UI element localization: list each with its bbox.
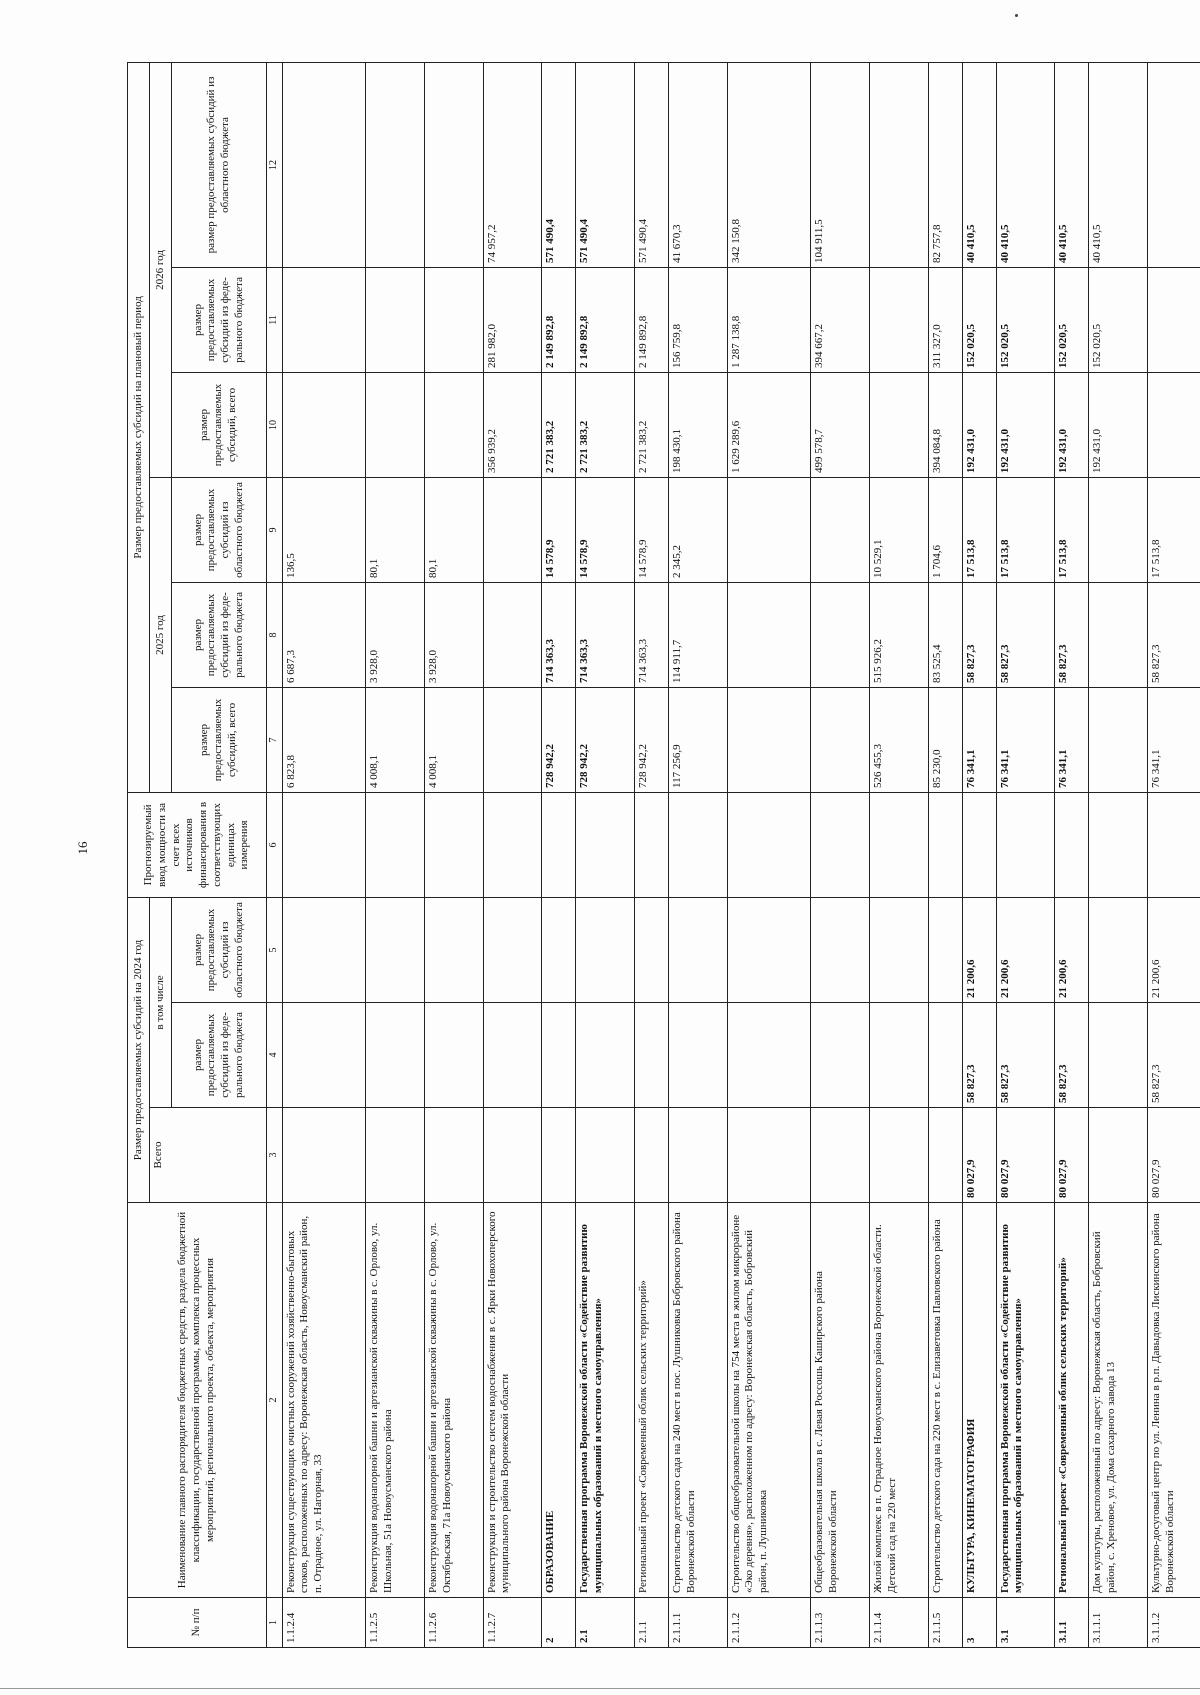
- row-value: 571 490,4: [635, 62, 669, 267]
- row-value: 2 721 383,2: [576, 372, 635, 477]
- header-2025-reg: размер предоставляемых субсидий из областного бюджета: [172, 477, 267, 582]
- row-value: [424, 62, 483, 267]
- row-value: 14 578,9: [542, 477, 576, 582]
- row-value: [811, 687, 870, 792]
- row-value: [635, 897, 669, 1002]
- table-row: [727, 62, 811, 1647]
- table-row: [635, 62, 669, 1647]
- column-number: 6: [267, 792, 283, 897]
- row-number: 3.1: [996, 1598, 1055, 1648]
- row-value: 152 020,5: [962, 267, 996, 372]
- column-number: 9: [267, 477, 283, 582]
- row-value: [668, 792, 727, 897]
- row-value: 14 578,9: [635, 477, 669, 582]
- table-row: [366, 62, 425, 1647]
- row-name: Реконструкция водонапорной башни и артезианской скважины в с. Орлово, ул. Школьная, 51а Новоусманского района: [366, 1203, 425, 1598]
- row-value: 342 150,8: [727, 62, 811, 267]
- row-name: Реконструкция водонапорной башни и артезианской скважины в с. Орлово, ул. Октябрьская, 71а Новоусманского района: [424, 1203, 483, 1598]
- row-number: 2: [542, 1598, 576, 1648]
- row-value: 714 363,3: [576, 582, 635, 687]
- row-value: [366, 62, 425, 267]
- header-2026-reg: размер предоставляемых субсидий из областного бюджета: [172, 62, 267, 267]
- row-value: [282, 62, 366, 267]
- header-total: Всего: [150, 1108, 267, 1203]
- column-number: 3: [267, 1108, 283, 1203]
- row-value: [1055, 792, 1089, 897]
- table-row: [1089, 62, 1148, 1647]
- row-value: 394 084,8: [928, 372, 962, 477]
- row-value: 152 020,5: [996, 267, 1055, 372]
- table-header: [128, 62, 283, 1647]
- row-value: 21 200,6: [996, 897, 1055, 1002]
- row-value: [483, 582, 542, 687]
- row-value: 40 410,5: [962, 62, 996, 267]
- row-value: 3 928,0: [366, 582, 425, 687]
- row-value: 156 759,8: [668, 267, 727, 372]
- table-row: [668, 62, 727, 1647]
- header-num: № п/п: [128, 1598, 267, 1648]
- row-name: Региональный проект «Современный облик сельских территорий»: [1055, 1203, 1089, 1598]
- row-value: [366, 897, 425, 1002]
- row-value: 152 020,5: [1089, 267, 1148, 372]
- row-value: [870, 267, 929, 372]
- row-value: [366, 1108, 425, 1203]
- row-value: 136,5: [282, 477, 366, 582]
- row-number: 1.1.2.4: [282, 1598, 366, 1648]
- row-value: 80 027,9: [1055, 1108, 1089, 1203]
- row-value: 1 629 289,6: [727, 372, 811, 477]
- row-value: [576, 1003, 635, 1108]
- row-name: Жилой комплекс в п. Отрадное Новоусманского района Воронежской области. Детский сад на 220 мест: [870, 1203, 929, 1598]
- row-value: 6 687,3: [282, 582, 366, 687]
- row-value: 58 827,3: [1148, 1003, 1200, 1108]
- row-value: [870, 372, 929, 477]
- row-value: 85 230,0: [928, 687, 962, 792]
- row-value: 394 667,2: [811, 267, 870, 372]
- row-value: [483, 792, 542, 897]
- header-2024-fed: размер предоставляемых субсидий из феде-рального бюджета: [172, 1003, 267, 1108]
- row-value: [1089, 897, 1148, 1002]
- row-value: 58 827,3: [996, 1003, 1055, 1108]
- row-value: 2 345,2: [668, 477, 727, 582]
- header-2025-fed: размер предоставляемых субсидий из феде-рального бюджета: [172, 582, 267, 687]
- row-value: [727, 897, 811, 1002]
- row-value: [870, 1108, 929, 1203]
- row-name: ОБРАЗОВАНИЕ: [542, 1203, 576, 1598]
- row-value: 571 490,4: [576, 62, 635, 267]
- row-value: 728 942,2: [542, 687, 576, 792]
- row-value: 192 431,0: [996, 372, 1055, 477]
- row-value: 192 431,0: [1089, 372, 1148, 477]
- header-planned: Размер предоставляемых субсидий на плановый период: [128, 62, 150, 792]
- row-value: [727, 477, 811, 582]
- row-value: [727, 582, 811, 687]
- row-value: [811, 477, 870, 582]
- table-row: [282, 62, 366, 1647]
- table-row: [1055, 62, 1089, 1647]
- page-number: 16: [75, 841, 90, 855]
- header-2025-total: размер предоставляемых субсидий, всего: [172, 687, 267, 792]
- row-value: [282, 1003, 366, 1108]
- row-value: [811, 1003, 870, 1108]
- row-number: 2.1: [576, 1598, 635, 1648]
- row-value: [424, 1003, 483, 1108]
- row-value: 80 027,9: [1148, 1108, 1200, 1203]
- row-value: [282, 267, 366, 372]
- row-value: [483, 897, 542, 1002]
- row-value: 2 149 892,8: [576, 267, 635, 372]
- column-number: 4: [267, 1003, 283, 1108]
- row-value: [282, 897, 366, 1002]
- row-value: 82 757,8: [928, 62, 962, 267]
- row-value: 17 513,8: [996, 477, 1055, 582]
- row-value: [282, 792, 366, 897]
- row-value: [996, 792, 1055, 897]
- row-number: 2.1.1.2: [727, 1598, 811, 1648]
- row-name: Строительство детского сада на 240 мест в пос. Лушниковка Бобровского района Воронежской области: [668, 1203, 727, 1598]
- scan-speck: [1015, 14, 1018, 17]
- row-value: 198 430,1: [668, 372, 727, 477]
- table-row: [542, 62, 576, 1647]
- row-value: [635, 1003, 669, 1108]
- table-row: [576, 62, 635, 1647]
- row-value: [542, 1003, 576, 1108]
- row-value: [668, 1108, 727, 1203]
- table-row: [483, 62, 542, 1647]
- row-number: 1.1.2.7: [483, 1598, 542, 1648]
- row-number: 2.1.1.5: [928, 1598, 962, 1648]
- row-number: 3.1.1.1: [1089, 1598, 1148, 1648]
- column-number: 11: [267, 267, 283, 372]
- row-value: [542, 792, 576, 897]
- row-name: Дом культуры, расположенный по адресу: Воронежская область, Бобровский район, с. Хреновое, ул. Дома сахарного завода 13: [1089, 1203, 1148, 1598]
- header-2024: Размер предоставляемых субсидий на 2024 год: [128, 897, 150, 1202]
- table-row: [996, 62, 1055, 1647]
- row-number: 3: [962, 1598, 996, 1648]
- column-number: 5: [267, 897, 283, 1002]
- row-value: [1089, 477, 1148, 582]
- row-value: [811, 792, 870, 897]
- row-value: 76 341,1: [1148, 687, 1200, 792]
- row-value: 76 341,1: [1055, 687, 1089, 792]
- row-value: 58 827,3: [996, 582, 1055, 687]
- row-value: 58 827,3: [1055, 1003, 1089, 1108]
- table-row: [424, 62, 483, 1647]
- row-value: 21 200,6: [962, 897, 996, 1002]
- row-value: [424, 267, 483, 372]
- row-value: [962, 792, 996, 897]
- row-value: 80 027,9: [962, 1108, 996, 1203]
- row-value: [727, 1108, 811, 1203]
- row-value: [483, 477, 542, 582]
- row-value: 1 287 138,8: [727, 267, 811, 372]
- row-value: 58 827,3: [1148, 582, 1200, 687]
- header-2024-reg: размер предоставляемых субсидий из областного бюджета: [172, 897, 267, 1002]
- row-value: [542, 897, 576, 1002]
- row-value: [1148, 792, 1200, 897]
- row-value: 714 363,3: [635, 582, 669, 687]
- row-value: [727, 1003, 811, 1108]
- row-value: 192 431,0: [962, 372, 996, 477]
- row-value: [282, 1108, 366, 1203]
- row-value: 21 200,6: [1055, 897, 1089, 1002]
- row-value: 83 525,4: [928, 582, 962, 687]
- row-value: [576, 897, 635, 1002]
- row-value: [928, 897, 962, 1002]
- column-number-row: [267, 62, 283, 1647]
- row-value: 526 455,3: [870, 687, 929, 792]
- row-value: 192 431,0: [1055, 372, 1089, 477]
- row-value: [928, 1003, 962, 1108]
- row-name: Культурно-досуговый центр по ул. Ленина в р.п. Давыдовка Лискинского района Воронежской области: [1148, 1203, 1200, 1598]
- column-number: 12: [267, 62, 283, 267]
- row-value: 40 410,5: [1089, 62, 1148, 267]
- row-value: [1089, 687, 1148, 792]
- row-value: 40 410,5: [1055, 62, 1089, 267]
- column-number: 2: [267, 1203, 283, 1598]
- row-value: 6 823,8: [282, 687, 366, 792]
- row-name: Региональный проект «Современный облик сельских территорий»: [635, 1203, 669, 1598]
- row-number: 1.1.2.6: [424, 1598, 483, 1648]
- row-value: [576, 792, 635, 897]
- header-2025: 2025 год: [150, 477, 172, 792]
- row-value: [870, 897, 929, 1002]
- table-row: [1148, 62, 1200, 1647]
- row-value: [282, 372, 366, 477]
- row-value: 2 721 383,2: [635, 372, 669, 477]
- row-value: [1148, 62, 1200, 267]
- row-value: 104 911,5: [811, 62, 870, 267]
- row-value: 114 911,7: [668, 582, 727, 687]
- row-name: Государственная программа Воронежской области «Содействие развитию муниципальных образований и местного самоуправления»: [576, 1203, 635, 1598]
- row-value: 80,1: [366, 477, 425, 582]
- row-value: 40 410,5: [996, 62, 1055, 267]
- header-name: Наименование главного распорядителя бюджетных средств, раздела бюджетной классификации, государственной программы, комплекса процессных мероприятий, регионального проекта, объекта, мероприятия: [128, 1203, 267, 1598]
- row-number: 3.1.1: [1055, 1598, 1089, 1648]
- row-value: 17 513,8: [962, 477, 996, 582]
- row-value: 21 200,6: [1148, 897, 1200, 1002]
- row-value: [727, 687, 811, 792]
- row-value: 14 578,9: [576, 477, 635, 582]
- header-2026-total: размер предоставляемых субсидий, всего: [172, 372, 267, 477]
- row-value: [483, 687, 542, 792]
- header-2026: 2026 год: [150, 62, 172, 477]
- row-value: 728 942,2: [635, 687, 669, 792]
- row-value: 17 513,8: [1055, 477, 1089, 582]
- row-name: Строительство детского сада на 220 мест в с. Елизаветовка Павловского района: [928, 1203, 962, 1598]
- row-value: 1 704,6: [928, 477, 962, 582]
- row-value: 74 957,2: [483, 62, 542, 267]
- row-value: 4 008,1: [366, 687, 425, 792]
- row-value: [366, 267, 425, 372]
- table-row: [962, 62, 996, 1647]
- row-number: 2.1.1: [635, 1598, 669, 1648]
- row-value: 2 149 892,8: [542, 267, 576, 372]
- table-row: [928, 62, 962, 1647]
- row-number: 3.1.1.2: [1148, 1598, 1200, 1648]
- row-value: [811, 1108, 870, 1203]
- row-value: 311 327,0: [928, 267, 962, 372]
- rotated-table-wrapper: [127, 63, 1200, 1648]
- scan-bottom-edge: [0, 1688, 1200, 1689]
- row-value: 2 149 892,8: [635, 267, 669, 372]
- row-number: 1.1.2.5: [366, 1598, 425, 1648]
- column-number: 8: [267, 582, 283, 687]
- row-value: 41 670,3: [668, 62, 727, 267]
- row-value: [366, 1003, 425, 1108]
- row-value: [668, 1003, 727, 1108]
- row-value: 58 827,3: [962, 1003, 996, 1108]
- row-name: Реконструкция и строительство систем водоснабжения в с. Ярки Новохоперского муниципального района Воронежской области: [483, 1203, 542, 1598]
- column-number: 1: [267, 1598, 283, 1648]
- row-number: 2.1.1.1: [668, 1598, 727, 1648]
- row-value: 76 341,1: [996, 687, 1055, 792]
- column-number: 10: [267, 372, 283, 477]
- row-name: Строительство общеобразовательной школы на 754 места в жилом микрорайоне «Эко деревня», расположенном по адресу: Воронежская область, Бобровский район, п. Лушниковка: [727, 1203, 811, 1598]
- row-value: [424, 1108, 483, 1203]
- row-value: 3 928,0: [424, 582, 483, 687]
- row-value: 728 942,2: [576, 687, 635, 792]
- row-value: [668, 897, 727, 1002]
- row-value: [424, 372, 483, 477]
- row-value: 58 827,3: [1055, 582, 1089, 687]
- row-value: [635, 1108, 669, 1203]
- row-value: [870, 792, 929, 897]
- row-value: 499 578,7: [811, 372, 870, 477]
- row-value: [483, 1003, 542, 1108]
- row-value: 17 513,8: [1148, 477, 1200, 582]
- row-value: 76 341,1: [962, 687, 996, 792]
- row-value: 117 256,9: [668, 687, 727, 792]
- row-value: [1089, 1003, 1148, 1108]
- row-value: [576, 1108, 635, 1203]
- row-value: 58 827,3: [962, 582, 996, 687]
- row-value: 281 982,0: [483, 267, 542, 372]
- subsidy-table: [127, 62, 1200, 1648]
- row-value: [811, 897, 870, 1002]
- table-row: [870, 62, 929, 1647]
- row-value: 80 027,9: [996, 1108, 1055, 1203]
- row-value: [483, 1108, 542, 1203]
- row-value: [424, 792, 483, 897]
- header-incl: в том числе: [150, 897, 172, 1107]
- row-value: [870, 1003, 929, 1108]
- row-value: [1089, 1108, 1148, 1203]
- row-value: [870, 62, 929, 267]
- column-number: 7: [267, 687, 283, 792]
- header-2026-fed: размер предоставляемых субсидий из феде-рального бюджета: [172, 267, 267, 372]
- row-value: 571 490,4: [542, 62, 576, 267]
- row-value: 714 363,3: [542, 582, 576, 687]
- row-number: 2.1.1.3: [811, 1598, 870, 1648]
- row-value: [811, 582, 870, 687]
- row-value: [928, 1108, 962, 1203]
- row-value: [424, 897, 483, 1002]
- row-value: 4 008,1: [424, 687, 483, 792]
- row-value: [366, 372, 425, 477]
- row-value: 10 529,1: [870, 477, 929, 582]
- row-value: [366, 792, 425, 897]
- row-value: [1089, 582, 1148, 687]
- row-value: [727, 792, 811, 897]
- row-value: [1148, 267, 1200, 372]
- row-value: [1148, 372, 1200, 477]
- header-capacity: Прогнозируемый ввод мощности за счет всех источников финансирования в соответствующих единицах измерения: [128, 792, 267, 897]
- row-value: [542, 1108, 576, 1203]
- table-row: [811, 62, 870, 1647]
- row-name: КУЛЬТУРА, КИНЕМАТОГРАФИЯ: [962, 1203, 996, 1598]
- row-value: 2 721 383,2: [542, 372, 576, 477]
- row-value: 356 939,2: [483, 372, 542, 477]
- row-value: 515 926,2: [870, 582, 929, 687]
- row-value: 80,1: [424, 477, 483, 582]
- row-value: 152 020,5: [1055, 267, 1089, 372]
- row-value: [635, 792, 669, 897]
- row-number: 2.1.1.4: [870, 1598, 929, 1648]
- row-value: [928, 792, 962, 897]
- row-name: Государственная программа Воронежской области «Содействие развитию муниципальных образований и местного самоуправления»: [996, 1203, 1055, 1598]
- table-body: [282, 62, 1200, 1647]
- row-name: Реконструкция существующих очистных сооружений хозяйственно-бытовых стоков, расположенных по адресу: Воронежская область, Новоусманский район, п. Отрадное, ул. Нагорная, 33: [282, 1203, 366, 1598]
- row-name: Общеобразовательная школа в с. Левая Россошь Каширского района Воронежской области: [811, 1203, 870, 1598]
- row-value: [1089, 792, 1148, 897]
